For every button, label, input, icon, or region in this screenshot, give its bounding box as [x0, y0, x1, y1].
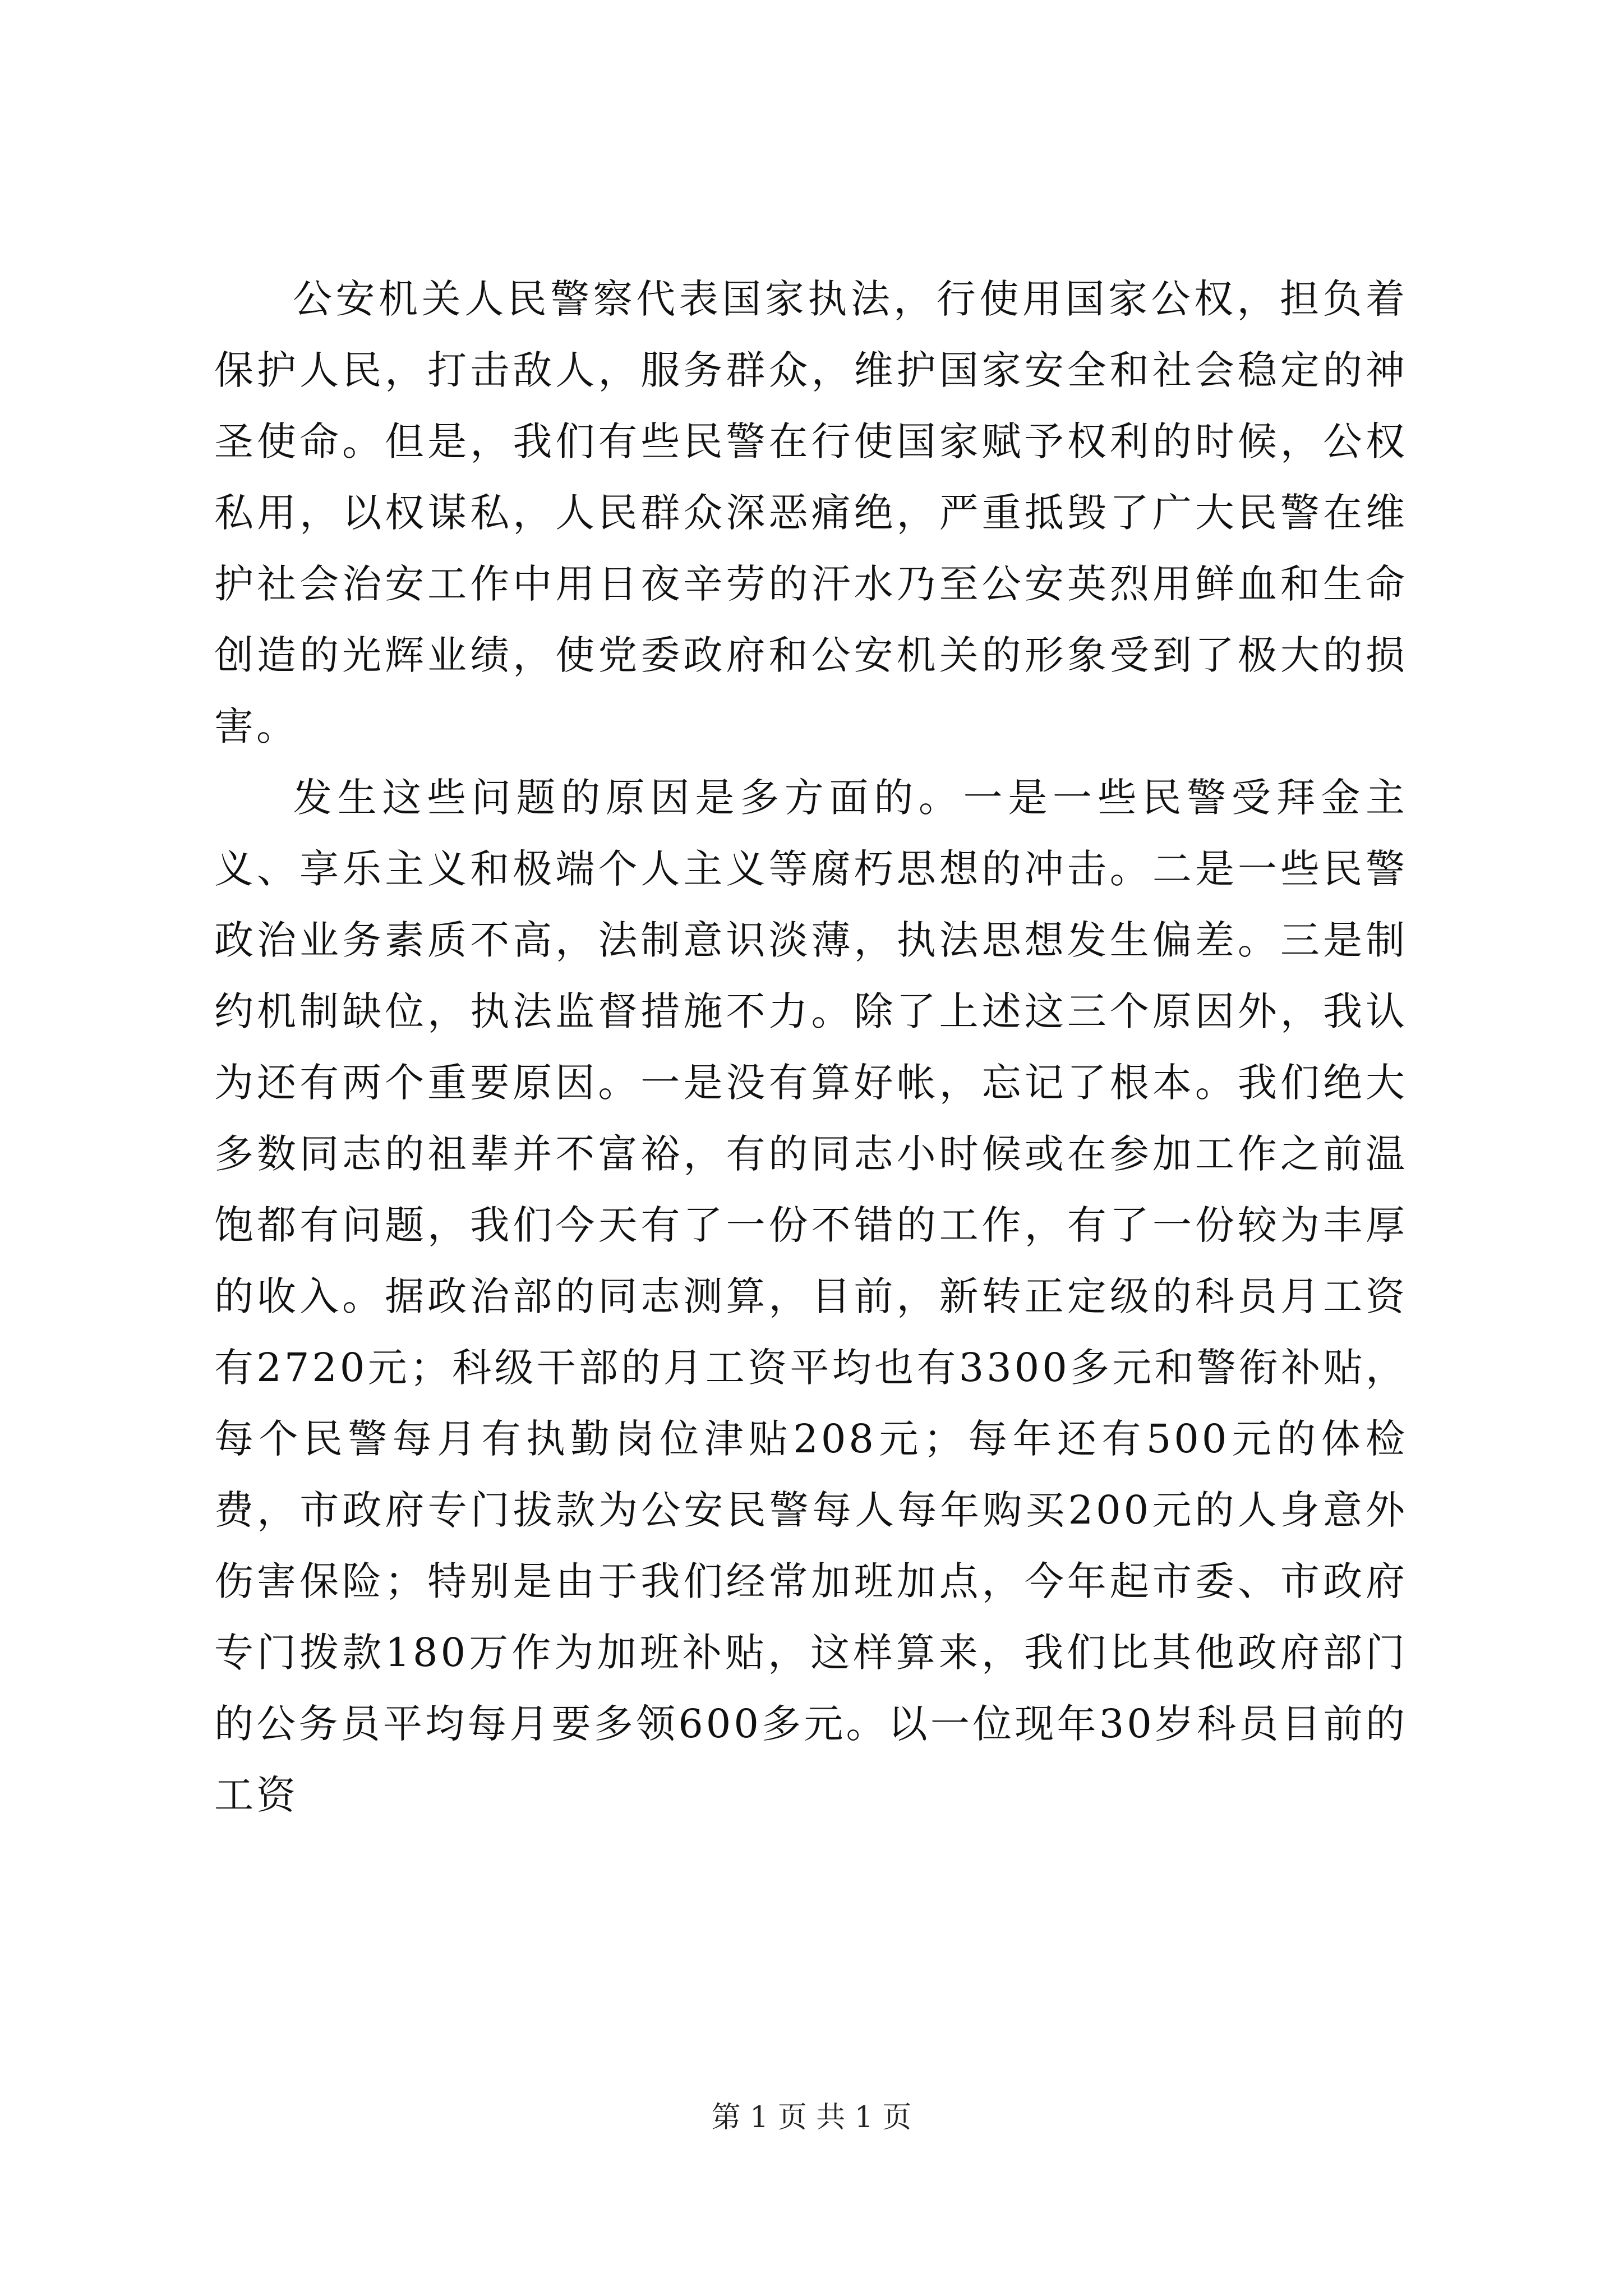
paragraph-2: 发生这些问题的原因是多方面的。一是一些民警受拜金主义、享乐主义和极端个人主义等腐朽思想的冲击。二是一些民警政治业务素质不高，法制意识淡薄，执法思想发生偏差。三是制约机制缺位，执法监督措施不力。除了上述这三个原因外，我认为还有两个重要原因。一是没有算好帐，忘记了根本。我们绝大多数同志的祖辈并不富裕，有的同志小时候或在参加工作之前温饱都有问题，我们今天有了一份不错的工作，有了一份较为丰厚的收入。据政治部的同志测算，目前，新转正定级的科员月工资有2720元；科级干部的月工资平均也有3300多元和警衔补贴，每个民警每月有执勤岗位津贴208元；每年还有500元的体检费，市政府专门拔款为公安民警每人每年购买200元的人身意外伤害保险；特别是由于我们经常加班加点，今年起市委、市政府专门拨款180万作为加班补贴，这样算来，我们比其他政府部门的公务员平均每月要多领600多元。以一位现年30岁科员目前的工资 — [214, 775, 1408, 1818]
page-footer: 第 1 页 共 1 页 — [711, 2101, 912, 2134]
document-body — [214, 264, 1408, 1831]
paragraph-1: 公安机关人民警察代表国家执法，行使用国家公权，担负着保护人民，打击敌人，服务群众，维护国家安全和社会稳定的神圣使命。但是，我们有些民警在行使国家赋予权利的时候，公权私用，以权谋私，人民群众深恶痛绝，严重抵毁了广大民警在维护社会治安工作中用日夜辛劳的汗水乃至公安英烈用鲜血和生命创造的光辉业绩，使党委政府和公安机关的形象受到了极大的损害。 — [214, 276, 1408, 749]
